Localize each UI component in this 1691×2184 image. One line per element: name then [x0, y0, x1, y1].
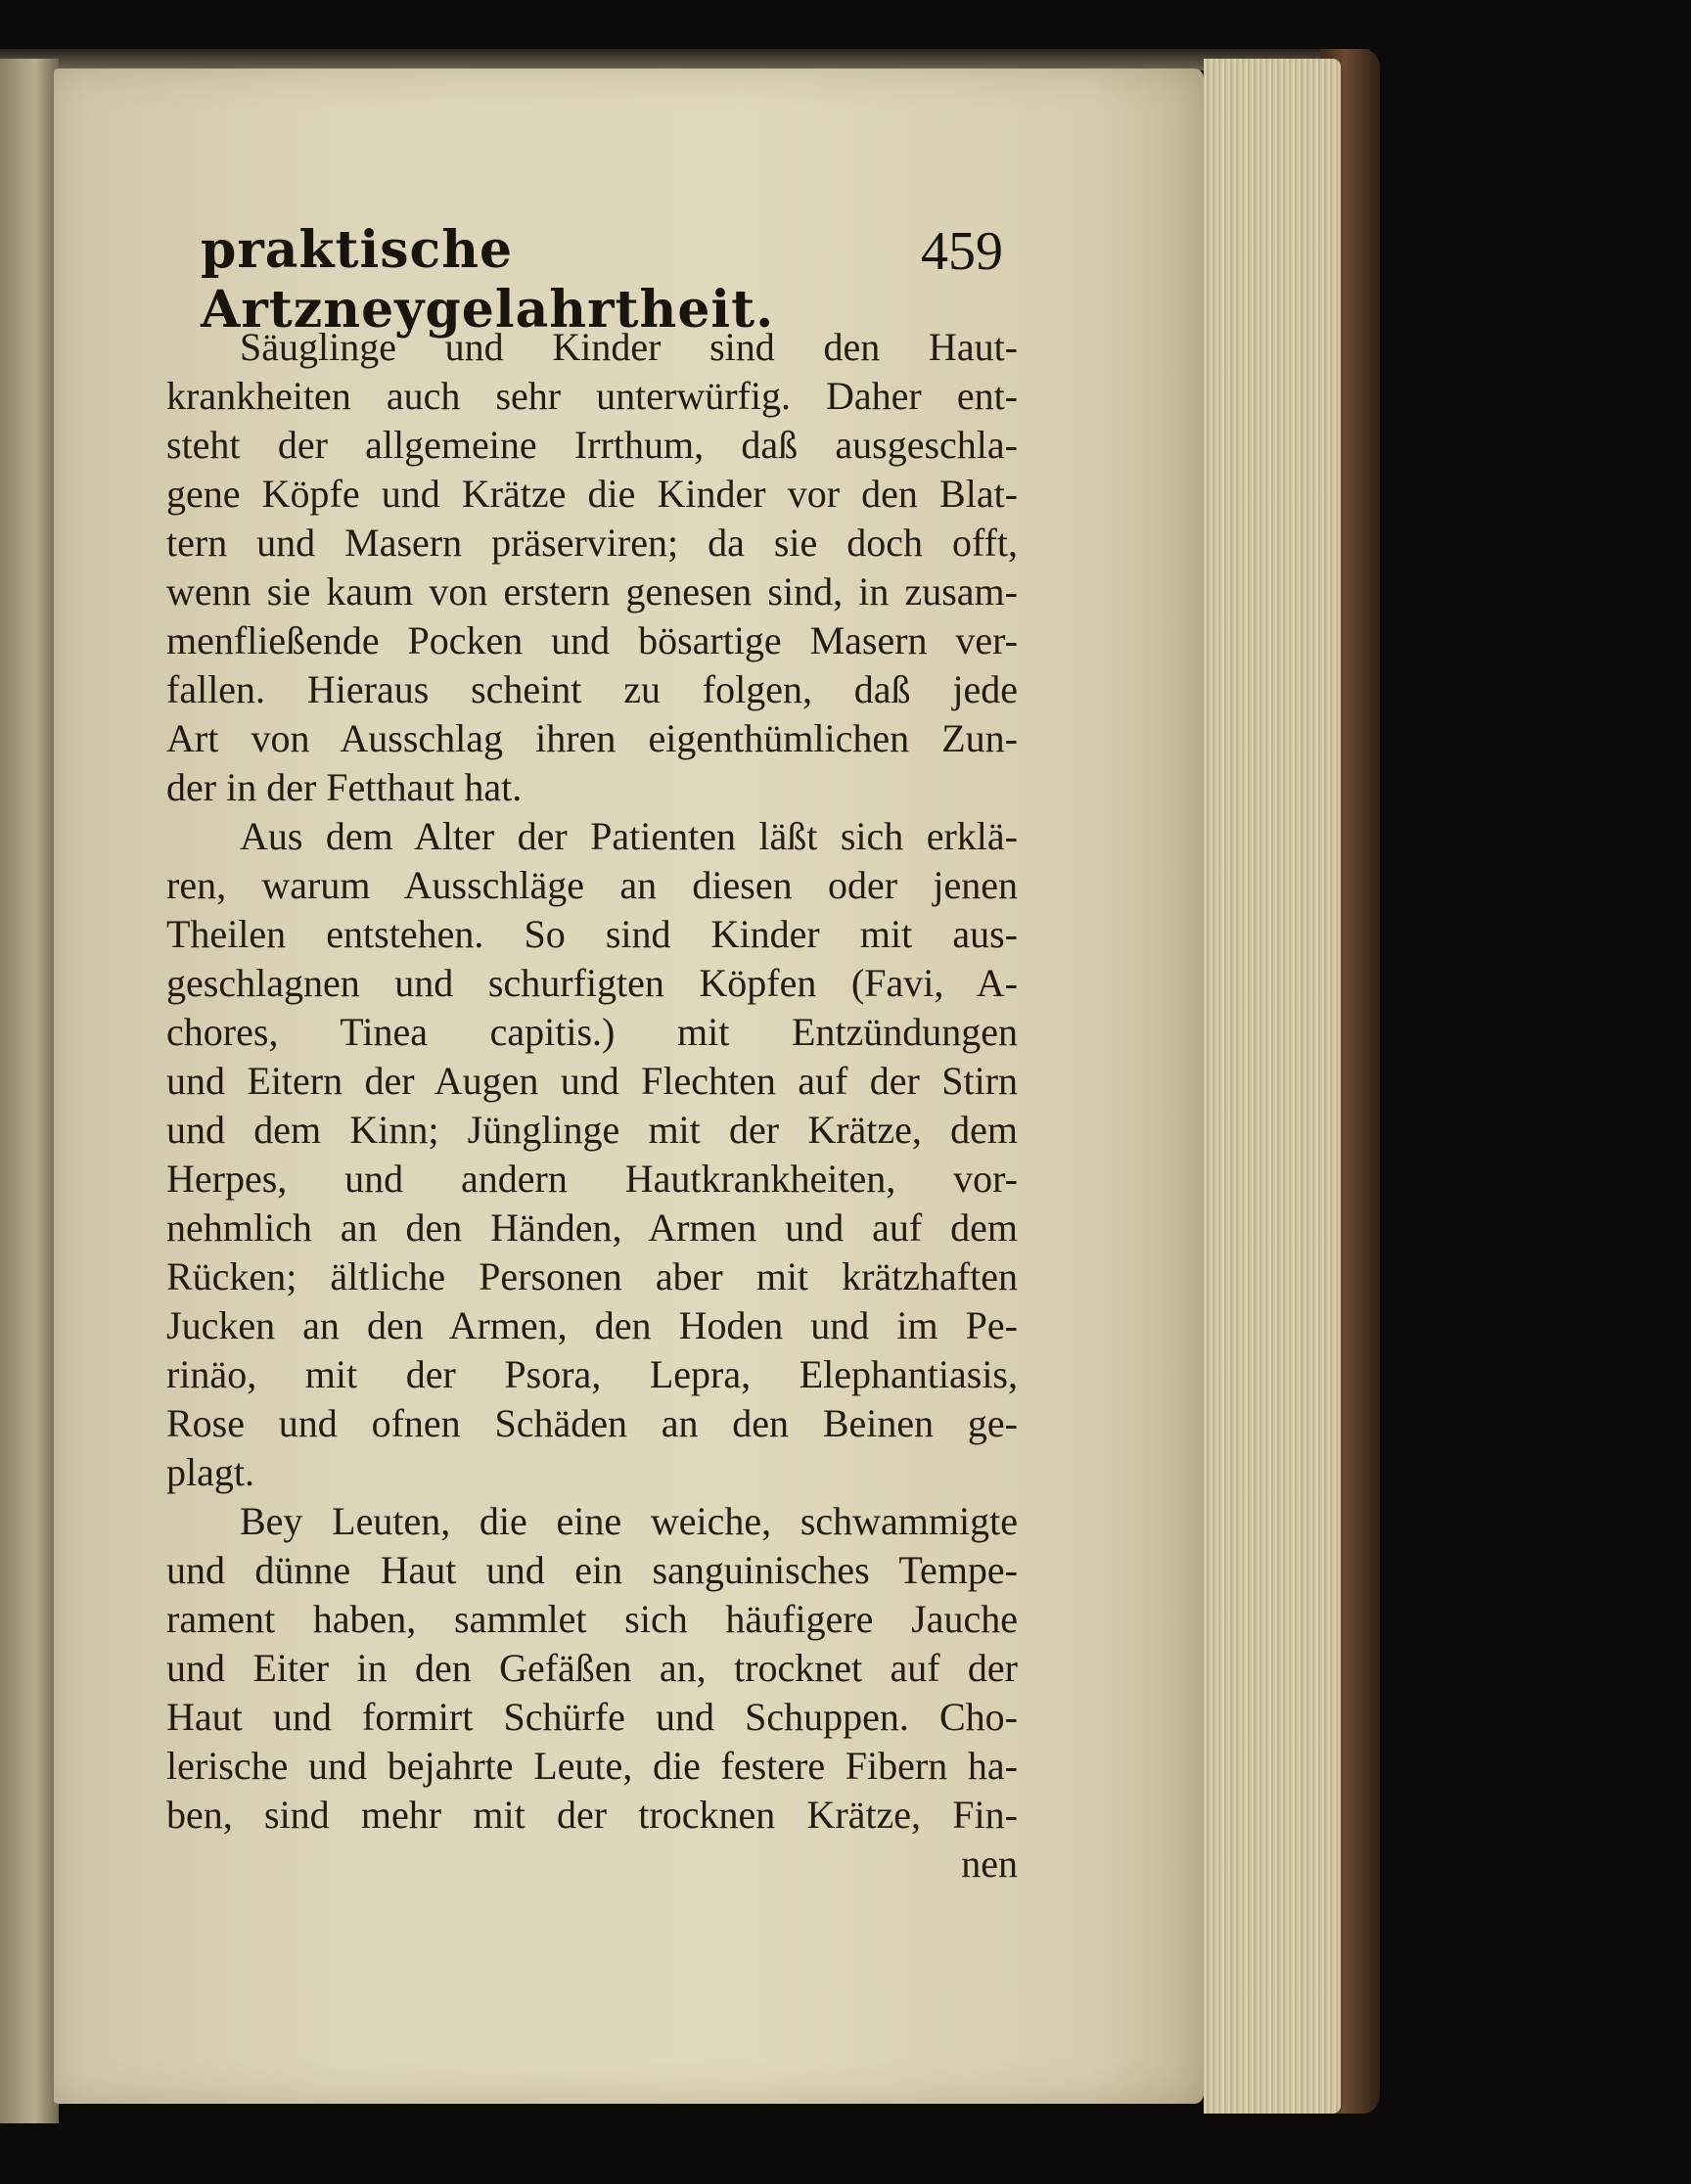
book-top-edge	[0, 49, 1370, 70]
text-line: Aus dem Alter der Patienten läßt sich erklä-	[240, 814, 1018, 858]
left-page-edge	[0, 59, 59, 2123]
running-title: praktische Artzneygelahrtheit.	[201, 220, 775, 340]
text-line: tern und Masern präserviren; da sie doch offt,	[166, 521, 1018, 565]
text-line: Theilen entstehen. So sind Kinder mit aus-	[166, 912, 1018, 956]
text-line: ben, sind mehr mit der trocknen Krätze, Fin-	[166, 1793, 1018, 1837]
text-line: gene Köpfe und Krätze die Kinder vor den Blat-	[166, 472, 1018, 516]
text-line: Säuglinge und Kinder sind den Haut-	[240, 325, 1018, 369]
body-text	[166, 323, 1018, 1888]
text-line: Herpes, und andern Hautkrankheiten, vor-	[166, 1157, 1018, 1201]
running-header	[201, 220, 1003, 340]
text-line: und dem Kinn; Jünglinge mit der Krätze, dem	[166, 1108, 1018, 1152]
text-line: steht der allgemeine Irrthum, daß ausgeschla-	[166, 423, 1018, 467]
page-stack-edge	[1204, 59, 1341, 2114]
text-line: ren, warum Ausschläge an diesen oder jenen	[166, 863, 1018, 907]
catchword: nen	[961, 1842, 1018, 1886]
text-line: lerische und bejahrte Leute, die festere Fibern ha-	[166, 1744, 1018, 1788]
text-line: Rose und ofnen Schäden an den Beinen ge-	[166, 1401, 1018, 1445]
text-line: plagt.	[166, 1450, 254, 1494]
text-line: Haut und formirt Schürfe und Schuppen. Cho-	[166, 1695, 1018, 1739]
text-line: der in der Fetthaut hat.	[166, 765, 523, 809]
text-line: Art von Ausschlag ihren eigenthümlichen Zun-	[166, 716, 1018, 760]
text-line: Jucken an den Armen, den Hoden und im Pe-	[166, 1303, 1018, 1347]
text-line: krankheiten auch sehr unterwürfig. Daher ent-	[166, 374, 1018, 418]
text-line: und dünne Haut und ein sanguinisches Tempe-	[166, 1548, 1018, 1592]
text-line: Rücken; ältliche Personen aber mit krätzhaften	[166, 1254, 1018, 1298]
text-line: und Eiter in den Gefäßen an, trocknet auf der	[166, 1646, 1018, 1690]
text-line: chores, Tinea capitis.) mit Entzündungen	[166, 1010, 1018, 1054]
text-line: nehmlich an den Händen, Armen und auf dem	[166, 1206, 1018, 1250]
text-line: menfließende Pocken und bösartige Masern ver-	[166, 618, 1018, 662]
text-line: rinäo, mit der Psora, Lepra, Elephantiasis,	[166, 1352, 1018, 1396]
text-line: geschlagnen und schurfigten Köpfen (Favi, A-	[166, 961, 1018, 1005]
text-line: fallen. Hieraus scheint zu folgen, daß jede	[166, 667, 1018, 711]
text-line: rament haben, sammlet sich häufigere Jauche	[166, 1597, 1018, 1641]
text-line: und Eitern der Augen und Flechten auf der Stirn	[166, 1059, 1018, 1103]
text-line: Bey Leuten, die eine weiche, schwammigte	[240, 1499, 1018, 1543]
text-line: wenn sie kaum von erstern genesen sind, in zusam-	[166, 569, 1018, 614]
page-number: 459	[921, 221, 1003, 282]
